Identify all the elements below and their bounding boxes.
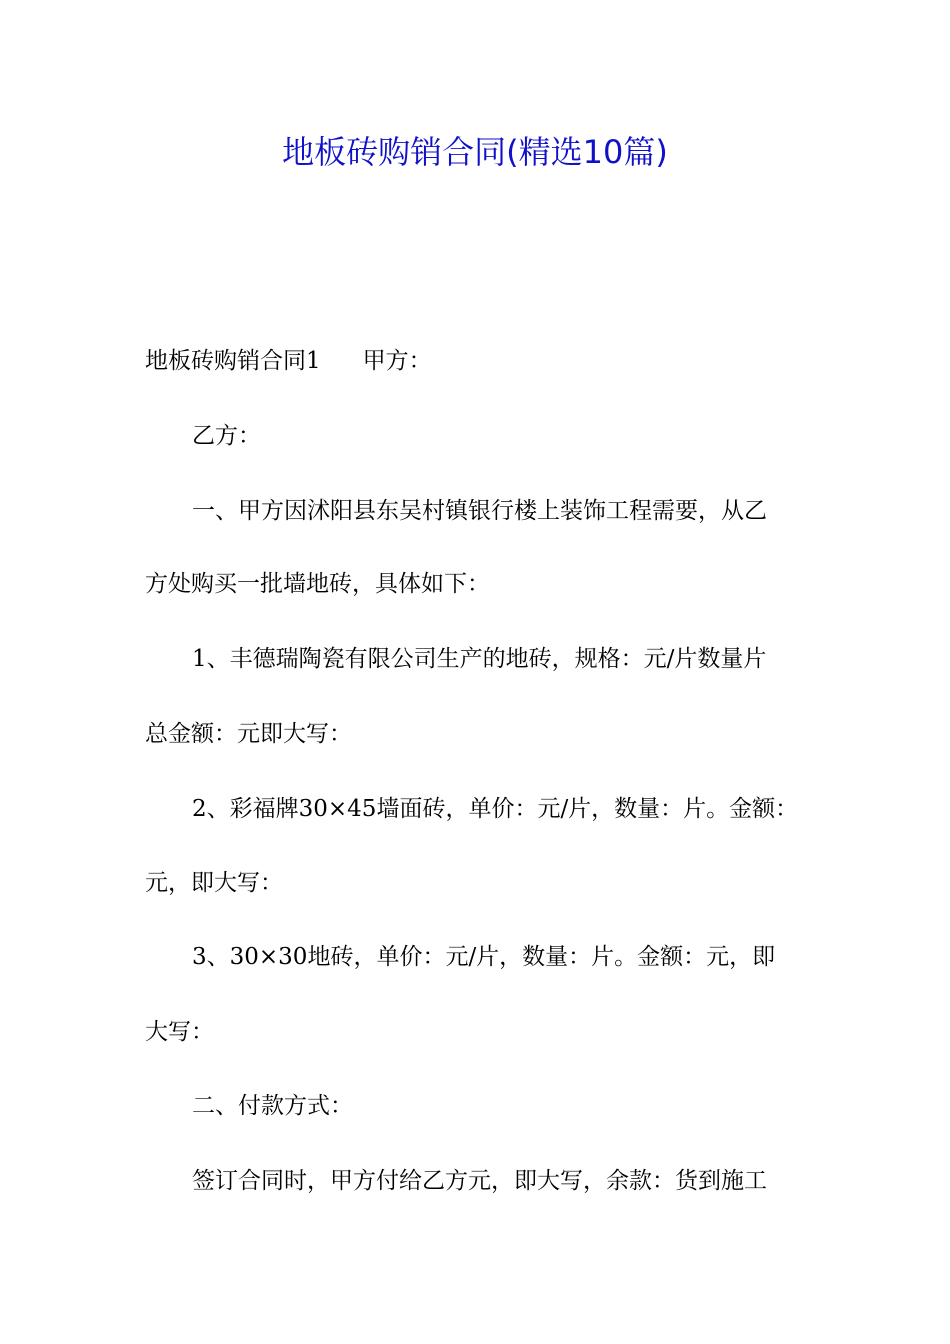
section-heading: 二、付款方式：: [192, 1093, 353, 1119]
paragraph-line: 总金额：元即大写：: [145, 721, 352, 747]
party-b-label: 乙方：: [192, 423, 261, 449]
paragraph-line: 大写：: [145, 1019, 214, 1045]
party-a-label: 甲方：: [362, 348, 432, 374]
paragraph-line: 元，即大写：: [145, 870, 283, 896]
document-title: 地板砖购销合同(精选10篇): [282, 133, 668, 171]
paragraph-line: 一、甲方因沭阳县东吴村镇银行楼上装饰工程需要，从乙: [192, 498, 767, 524]
paragraph-line: 方处购买一批墙地砖，具体如下：: [145, 571, 490, 597]
paragraph-line: 2、彩福牌30×45墙面砖，单价：元/片，数量：片。金额：: [192, 796, 799, 822]
paragraph-line: 3、30×30地砖，单价：元/片，数量：片。金额：元，即: [192, 944, 776, 970]
paragraph-line: 1、丰德瑞陶瓷有限公司生产的地砖，规格：元/片数量片: [192, 646, 767, 672]
contract-heading-line: [145, 343, 432, 379]
paragraph-line: 签订合同时，甲方付给乙方元，即大写，余款：货到施工: [192, 1168, 767, 1194]
contract-subtitle: 地板砖购销合同1: [145, 348, 321, 374]
